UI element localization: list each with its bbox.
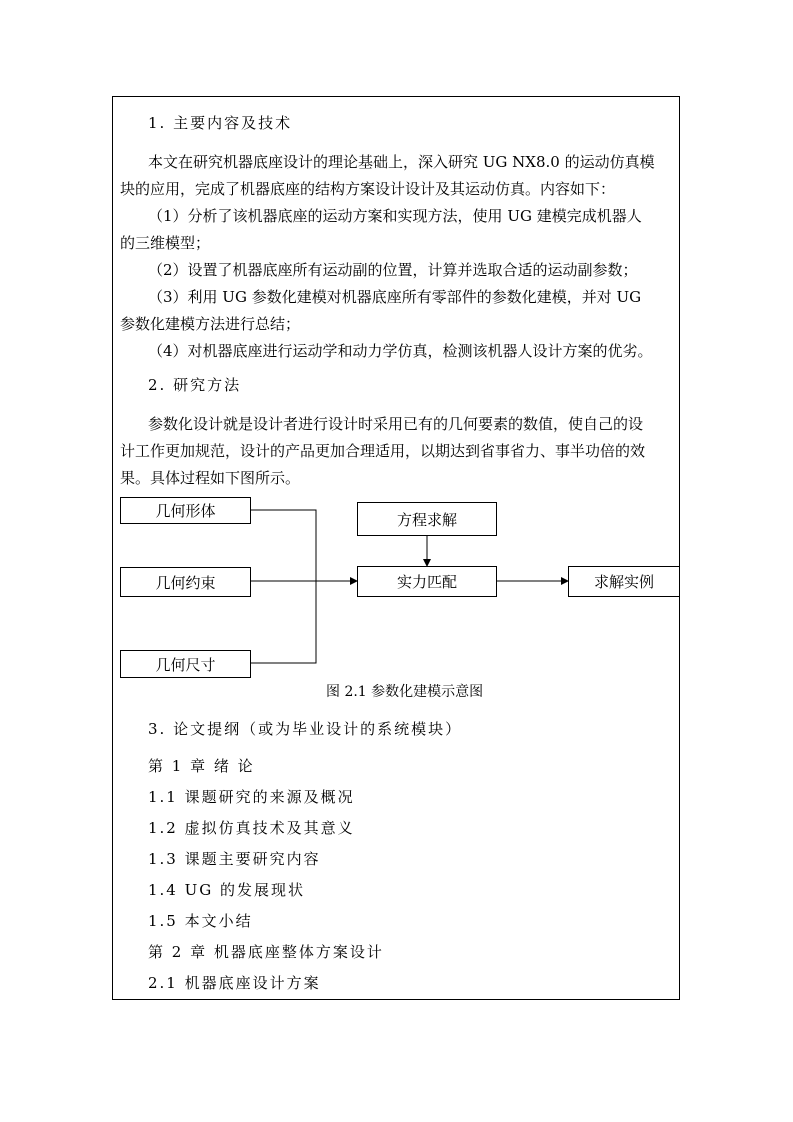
bracket-line	[251, 510, 316, 663]
section1-paragraph-line2: 块的应用，完成了机器底座的结构方案设计设计及其运动仿真。内容如下：	[120, 180, 616, 198]
section1-item2: （2）设置了机器底座所有运动副的位置，计算并选取合适的运动副参数；	[148, 261, 638, 279]
box-geometric-constraint: 几何约束	[120, 567, 251, 597]
section2-paragraph-line1: 参数化设计就是设计者进行设计时采用已有的几何要素的数值，使自己的设	[148, 415, 644, 433]
section1-item3-line1: （3）利用 UG 参数化建模对机器底座所有零部件的参数化建模，并对 UG	[148, 288, 642, 306]
section1-item1-line2: 的三维模型；	[120, 234, 211, 252]
box-match: 实力匹配	[357, 566, 497, 597]
box-geometric-shape: 几何形体	[120, 497, 251, 524]
section1-item3-line2: 参数化建模方法进行总结；	[120, 315, 301, 333]
section1-item1-line1: （1）分析了该机器底座的运动方案和实现方法，使用 UG 建模完成机器人	[148, 207, 642, 225]
outline-item-1-2: 1.2 虚拟仿真技术及其意义	[148, 819, 355, 837]
outline-chapter1: 第 1 章 绪 论	[148, 757, 255, 775]
section1-heading: 1. 主要内容及技术	[148, 114, 293, 132]
outline-item-1-1: 1.1 课题研究的来源及概况	[148, 788, 355, 806]
box-geometric-size: 几何尺寸	[120, 650, 251, 678]
outline-chapter2: 第 2 章 机器底座整体方案设计	[148, 943, 384, 961]
section2-heading: 2. 研究方法	[148, 376, 242, 394]
box-solve-instance: 求解实例	[568, 566, 680, 597]
box-equation-solving: 方程求解	[357, 502, 497, 536]
section2-paragraph-line2: 计工作更加规范，设计的产品更加合理适用，以期达到省事省力、事半功倍的效	[120, 442, 646, 460]
outline-item-2-1: 2.1 机器底座设计方案	[148, 974, 321, 992]
section3-heading: 3. 论文提纲（或为毕业设计的系统模块）	[148, 720, 463, 738]
section1-paragraph-line1: 本文在研究机器底座设计的理论基础上，深入研究 UG NX8.0 的运动仿真模	[148, 153, 655, 171]
figure-caption: 图 2.1 参数化建模示意图	[326, 684, 484, 700]
outline-item-1-5: 1.5 本文小结	[148, 912, 253, 930]
section2-paragraph-line3: 果。具体过程如下图所示。	[120, 469, 301, 487]
section1-item4: （4）对机器底座进行运动学和动力学仿真，检测该机器人设计方案的优劣。	[148, 342, 653, 360]
outline-item-1-4: 1.4 UG 的发展现状	[148, 881, 306, 899]
outline-item-1-3: 1.3 课题主要研究内容	[148, 850, 321, 868]
